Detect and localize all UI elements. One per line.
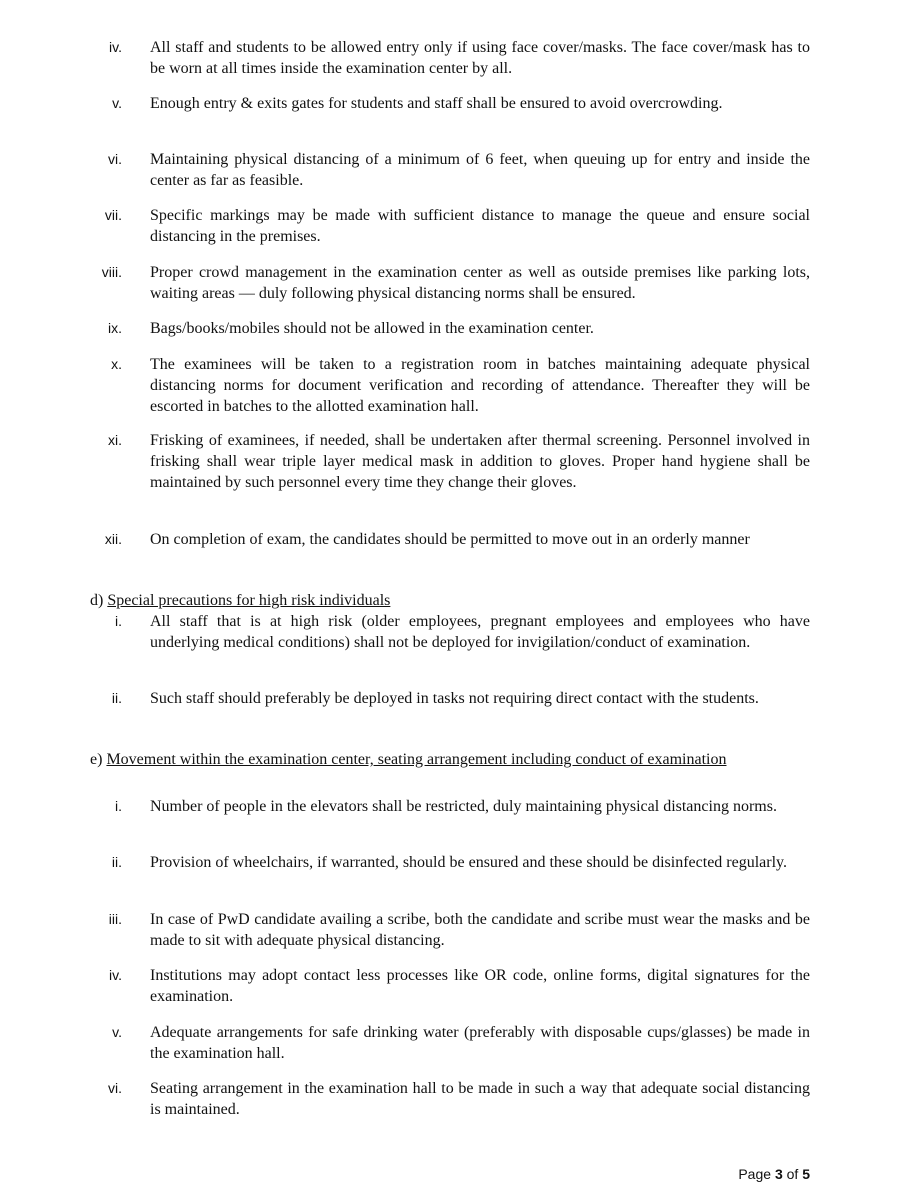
list-text: Frisking of examinees, if needed, shall be undertaken after thermal screening. Personnel involved in frisking shall wear triple layer medical mask in addition to gloves. Proper hand hygiene shall be maintained by such personnel every time they change their gloves. (150, 432, 810, 491)
list-number: v. (112, 95, 122, 111)
list-text: In case of PwD candidate availing a scribe, both the candidate and scribe must wear the masks and be made to sit with adequate physical distancing. (150, 911, 810, 949)
list-number: v. (112, 1024, 122, 1040)
list-number: ii. (111, 854, 122, 870)
section-prefix: e) (90, 751, 107, 768)
list-number: xi. (108, 432, 122, 448)
current-page-number: 3 (774, 1166, 783, 1182)
section-heading-e (90, 749, 812, 770)
list-text: Proper crowd management in the examination center as well as outside premises like parking lots, waiting areas — duly following physical distancing norms shall be ensured. (150, 264, 810, 302)
list-text: On completion of exam, the candidates should be permitted to move out in an orderly manner (150, 531, 750, 548)
list-text: Specific markings may be made with sufficient distance to manage the queue and ensure social distancing in the premises. (150, 207, 810, 245)
list-number: ix. (108, 320, 122, 336)
list-number: ii. (111, 690, 122, 706)
list-text: Seating arrangement in the examination hall to be made in such a way that adequate social distancing is maintained. (150, 1080, 810, 1118)
section-heading-d (90, 590, 812, 611)
list-text: Such staff should preferably be deployed in tasks not requiring direct contact with the students. (150, 690, 759, 707)
list-text: All staff that is at high risk (older employees, pregnant employees and employees who have underlying medical conditions) shall not be deployed for invigilation/conduct of examination. (150, 613, 810, 651)
list-text: Enough entry & exits gates for students and staff shall be ensured to avoid overcrowding. (150, 95, 723, 112)
list-number: vi. (108, 1080, 122, 1096)
list-number: iv. (109, 967, 122, 983)
list-number: viii. (101, 264, 122, 280)
list-text: All staff and students to be allowed entry only if using face cover/masks. The face cover/mask has to be worn at all times inside the examination center by all. (150, 39, 810, 77)
list-text: Adequate arrangements for safe drinking water (preferably with disposable cups/glasses) be made in the examination hall. (150, 1024, 810, 1062)
list-number: x. (111, 356, 122, 372)
list-number: iv. (109, 39, 122, 55)
section-title: Special precautions for high risk individuals (107, 592, 391, 609)
list-number: vi. (108, 151, 122, 167)
list-text: Number of people in the elevators shall be restricted, duly maintaining physical distancing norms. (150, 798, 777, 815)
page-footer (738, 1166, 810, 1182)
list-number: iii. (108, 911, 122, 927)
list-number: vii. (104, 207, 122, 223)
section-prefix: d) (90, 592, 108, 609)
list-text: Institutions may adopt contact less processes like OR code, online forms, digital signatures for the examination. (150, 967, 810, 1005)
list-text: The examinees will be taken to a registration room in batches maintaining adequate physical distancing norms for document verification and recording of attendance. Thereafter they will be escorted in batches to the allotted examination hall. (150, 356, 810, 415)
section-title: Movement within the examination center, seating arrangement including conduct of examination (106, 751, 727, 768)
of-label: of (782, 1166, 803, 1182)
list-number: i. (115, 613, 122, 629)
page-label: Page (738, 1166, 775, 1182)
list-text: Maintaining physical distancing of a minimum of 6 feet, when queuing up for entry and inside the center as far as feasible. (150, 151, 810, 189)
list-text: Provision of wheelchairs, if warranted, should be ensured and these should be disinfected regularly. (150, 854, 787, 871)
list-number: xii. (104, 531, 122, 547)
total-page-number: 5 (802, 1166, 810, 1182)
list-text: Bags/books/mobiles should not be allowed in the examination center. (150, 320, 594, 337)
list-number: i. (115, 798, 122, 814)
